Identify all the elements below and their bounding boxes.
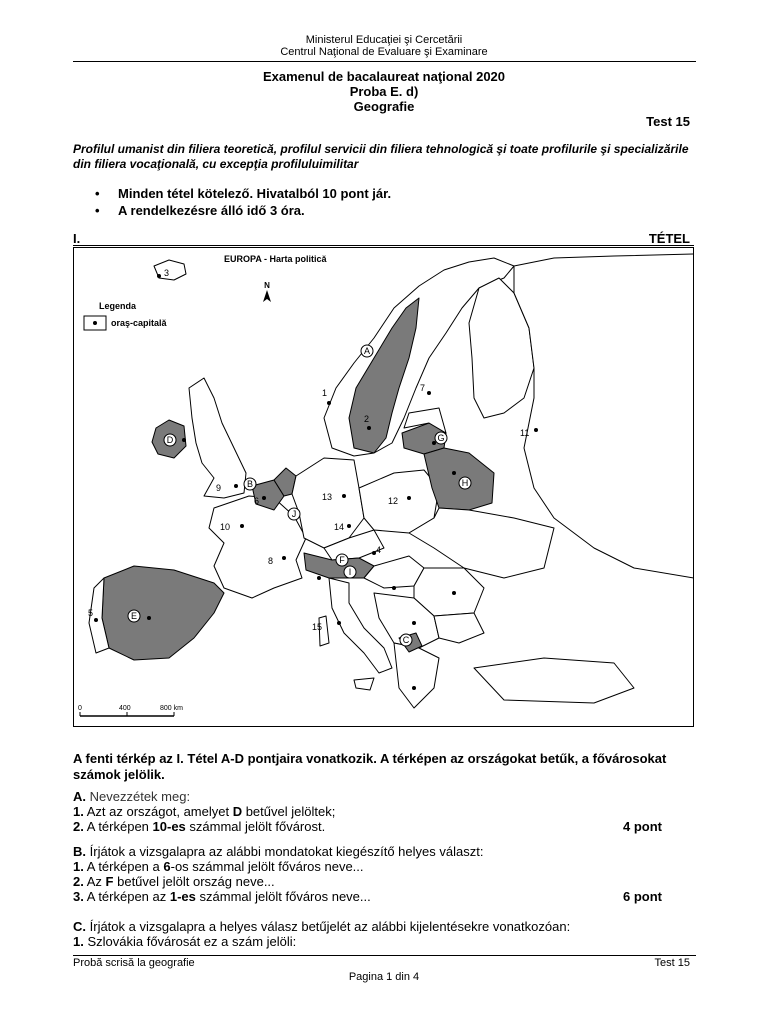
north-arrow-icon: [263, 281, 271, 302]
country-label-i: I: [348, 567, 352, 577]
part-b-item-2: 2. Az F betűvel jelölt ország neve...: [73, 874, 275, 889]
capital-label-6: 6: [254, 496, 260, 506]
svg-text:400: 400: [119, 705, 131, 712]
test-label: Test 15: [646, 114, 690, 129]
capital-label-5: 5: [88, 608, 94, 618]
part-a-points: 4 pont: [623, 819, 662, 834]
scale-bar: [78, 705, 183, 716]
part-c-prompt: Írjátok a vizsgalapra a helyes válasz betűjelét az alábbi kijelentésekre vonatkozóan:: [89, 919, 571, 934]
spain-shape: [102, 566, 224, 660]
capital-label-7: 7: [420, 383, 426, 393]
ministry-name: Ministerul Educaţiei şi Cercetării: [305, 34, 463, 46]
capital-label-1: 1: [322, 388, 328, 398]
country-label-g: G: [437, 433, 445, 443]
europe-political-map: [73, 247, 694, 727]
capital-label-10: 10: [220, 522, 231, 532]
part-a-prompt: Nevezzétek meg:: [89, 789, 191, 804]
map-title: EUROPA - Harta politică: [224, 254, 327, 264]
map-svg: [74, 248, 694, 727]
part-b-points: 6 pont: [623, 889, 662, 904]
bullet-2: • A rendelkezésre álló idő 3 óra.: [118, 203, 305, 219]
capital-label-11: 11: [520, 428, 530, 438]
part-a-item-1: 1. Azt az országot, amelyet D betűvel jelöltek;: [73, 804, 336, 819]
section-roman: I.: [73, 231, 81, 246]
part-c-letter: C.: [73, 919, 86, 934]
part-a-letter: A.: [73, 789, 86, 804]
country-label-d: D: [166, 435, 174, 445]
part-b-prompt: Írjátok a vizsgalapra az alábbi mondatokat kiegészítő helyes választ:: [89, 844, 484, 859]
britain-shape: [189, 378, 246, 498]
page-number: Pagina 1 din 4: [348, 971, 420, 983]
capital-label-2: 2: [364, 414, 370, 424]
map-intro: A fenti térkép az I. Tétel A-D pontjaira vonatkozik. A térképen az országokat betűk, a fővárosokat számok jelölik.: [73, 751, 667, 782]
center-name: Centrul Naţional de Evaluare şi Examinare: [280, 46, 488, 58]
svg-text:800 km: 800 km: [160, 705, 183, 712]
country-label-h: H: [461, 478, 469, 488]
profile-text: Profilul umanist din filiera teoretică, profilul servicii din filiera tehnologică şi toate profilurile şi specializările din filiera vocaţională, cu excepţia profiluluimilitar: [73, 142, 689, 171]
capital-label-13: 13: [322, 492, 333, 502]
capital-label-9: 9: [216, 483, 222, 493]
exam-subject: Geografie: [353, 99, 415, 114]
part-a-header: [73, 789, 190, 804]
legend-title: Legenda: [99, 301, 137, 311]
header-divider: [73, 61, 696, 62]
italy-shape: [329, 578, 392, 673]
part-c-item-1: 1. Szlovákia fővárosát ez a szám jelöli:: [73, 934, 297, 949]
country-label-c: C: [402, 635, 410, 645]
svg-text:0: 0: [78, 705, 82, 712]
capital-label-8: 8: [268, 556, 274, 566]
turkey-shape: [474, 658, 634, 703]
exam-title: Examenul de bacalaureat naţional 2020: [262, 69, 506, 84]
capital-label-4: 4: [376, 545, 382, 555]
capital-label-3: 3: [164, 268, 170, 278]
country-label-f: F: [339, 555, 345, 565]
exam-subtitle: Proba E. d): [349, 84, 419, 99]
part-b-item-3: 3. A térképen az 1-es számmal jelölt főváros neve...: [73, 889, 371, 904]
greece-shape: [394, 643, 439, 708]
legend-item: oraş-capitală: [111, 318, 167, 328]
part-c-header: [73, 919, 570, 934]
bulgaria-shape: [434, 613, 484, 643]
footer-right: Test 15: [654, 957, 690, 969]
capital-label-15: 15: [312, 622, 323, 632]
bullet-1: • Minden tétel kötelező. Hivatalból 10 pont jár.: [118, 186, 391, 202]
country-label-e: E: [130, 611, 138, 621]
part-a-item-2: 2. A térképen 10-es számmal jelölt fővárost.: [73, 819, 326, 834]
part-b-item-1: 1. A térképen a 6-os számmal jelölt főváros neve...: [73, 859, 364, 874]
part-b-header: [73, 844, 483, 859]
country-label-a: A: [363, 346, 371, 356]
sicily-shape: [354, 678, 374, 690]
footer-divider: [73, 955, 696, 956]
part-b-letter: B.: [73, 844, 86, 859]
footer-left: Probă scrisă la geografie: [73, 957, 195, 969]
capital-label-14: 14: [334, 522, 345, 532]
section-label: TÉTEL: [648, 231, 690, 246]
country-label-j: J: [291, 509, 297, 519]
capital-label-12: 12: [388, 496, 399, 506]
svg-text:N: N: [264, 281, 270, 290]
section-rule: [73, 245, 694, 246]
germany-shape: [292, 458, 364, 548]
country-label-b: B: [246, 479, 254, 489]
